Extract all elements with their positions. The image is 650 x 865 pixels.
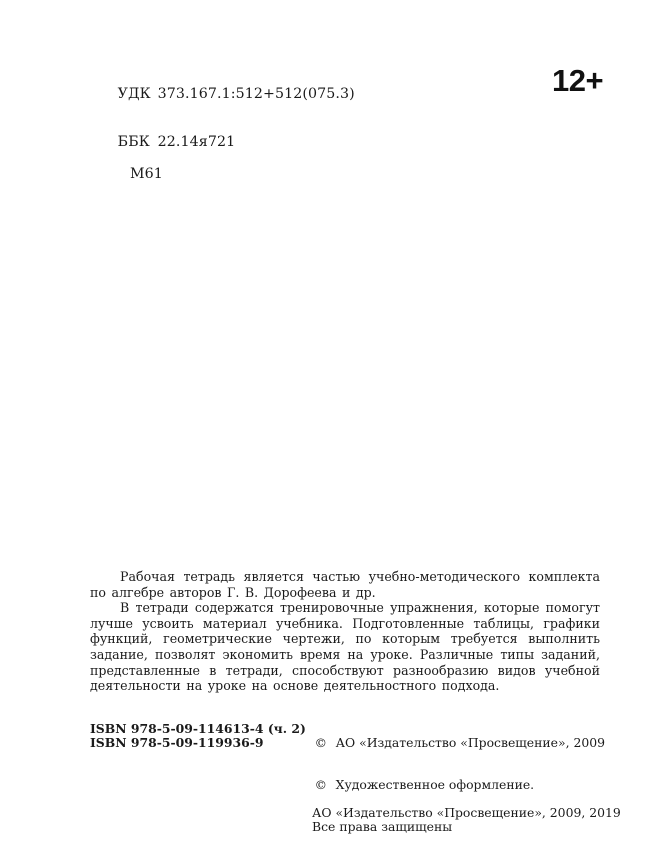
udk-label: УДК: [117, 86, 151, 102]
annotation-paragraph: Рабочая тетрадь является частью учебно-методического комплекта по алгебре авторов Г. В. Дорофеева и др.: [90, 569, 600, 600]
bbk-value: 22.14я721: [157, 134, 236, 150]
copyright-icon: ©: [314, 777, 328, 792]
copyright-icon: ©: [314, 735, 328, 750]
udk-value: 373.167.1:512+512(075.3): [157, 86, 355, 102]
rights-reserved: Все права защищены: [312, 819, 453, 834]
isbn-block: [90, 722, 306, 750]
bbk-label: ББК: [117, 134, 150, 150]
copyright-block: [291, 722, 621, 834]
isbn-line: ISBN 978-5-09-119936-9: [90, 735, 264, 750]
age-rating-badge: 12+: [552, 63, 604, 98]
bbk-row: [90, 118, 355, 166]
copyright-text: Художественное оформление.: [335, 777, 535, 792]
isbn-line: ISBN 978-5-09-114613-4 (ч. 2): [90, 721, 306, 736]
author-mark: М61: [130, 166, 163, 182]
copyright-line: АО «Издательство «Просвещение», 2009, 2019: [312, 805, 621, 820]
copyright-line: [291, 722, 621, 764]
annotation-paragraph: В тетради содержатся тренировочные упражнения, которые помогут лучше усвоить материал учебника. Подготовленные таблицы, графики функций, геометрические чертежи, по которым требуется выполнить задание, позволят экономить время на уроке. Различные типы заданий, представленные в тетради, способствуют разнообразию видов учебной деятельности на уроке на основе деятельностного подхода.: [90, 600, 600, 694]
copyright-line: [291, 764, 621, 806]
annotation-text: [90, 569, 600, 694]
copyright-text: АО «Издательство «Просвещение», 2009: [335, 735, 605, 750]
library-classification: [90, 70, 355, 182]
udk-row: [90, 70, 355, 118]
